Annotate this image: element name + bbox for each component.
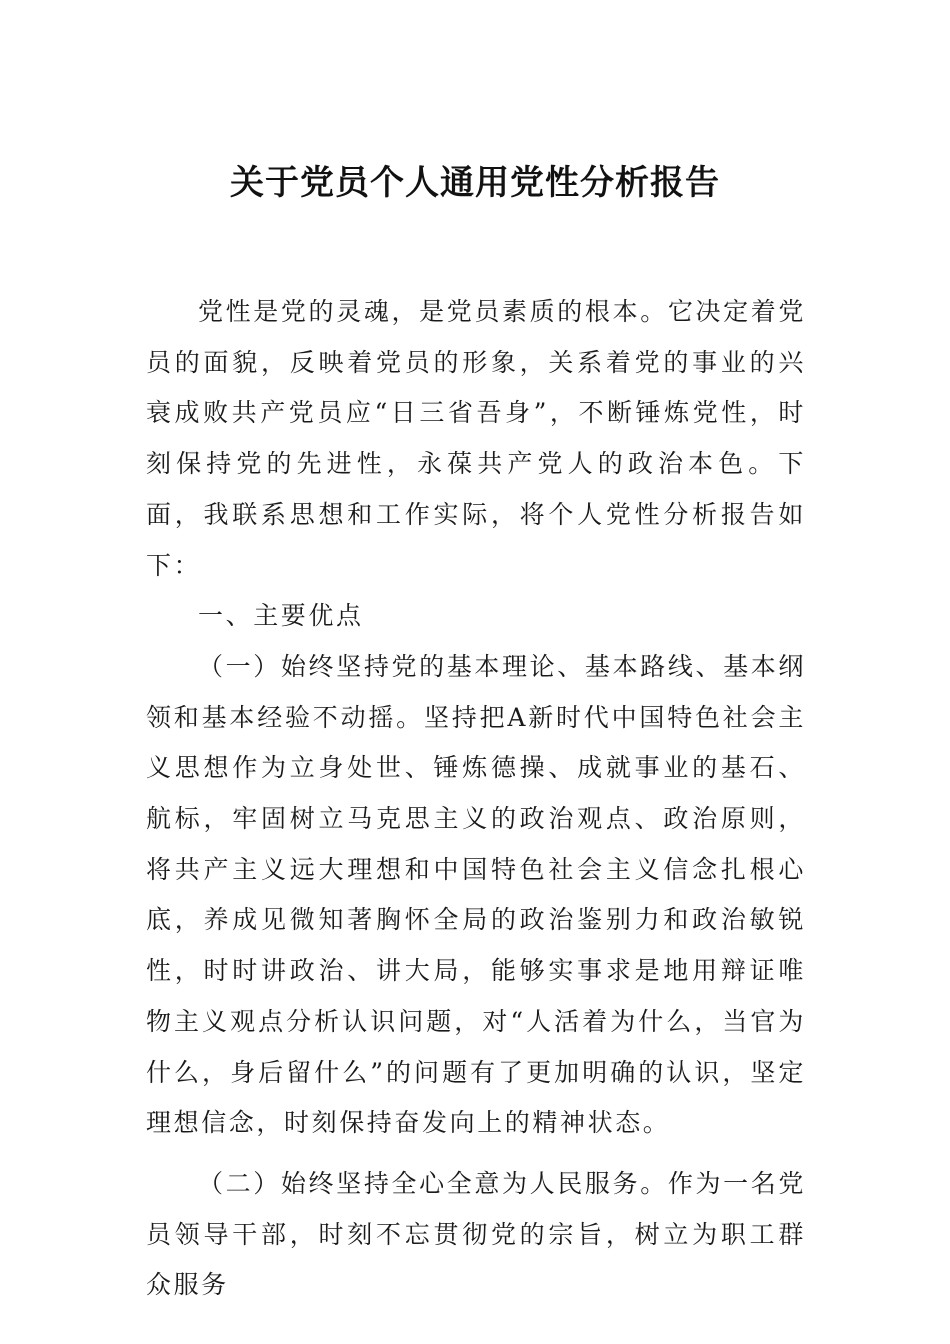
paragraph-spacer (146, 1149, 806, 1159)
document-title: 关于党员个人通用党性分析报告 (230, 163, 720, 203)
document-body (146, 287, 806, 1311)
point-two-paragraph: （二）始终坚持全心全意为人民服务。作为一名党员领导干部，时刻不忘贯彻党的宗旨，树立为职工群众服务 (146, 1168, 806, 1300)
section-heading-main-strengths: 一、主要优点 (198, 601, 364, 631)
intro-paragraph: 党性是党的灵魂，是党员素质的根本。它决定着党员的面貌，反映着党员的形象，关系着党的事业的兴衰成败共产党员应“日三省吾身”，不断锤炼党性，时刻保持党的先进性，永葆共产党人的政治本色。下面，我联系思想和工作实际，将个人党性分析报告如下： (146, 297, 806, 580)
point-one-paragraph: （一）始终坚持党的基本理论、基本路线、基本纲领和基本经验不动摇。坚持把A新时代中国特色社会主义思想作为立身处世、锤炼德操、成就事业的基石、航标，牢固树立马克思主义的政治观点、政治原则，将共产主义远大理想和中国特色社会主义信念扎根心底，养成见微知著胸怀全局的政治鉴别力和政治敏锐性，时时讲政治、讲大局，能够实事求是地用辩证唯物主义观点分析认识问题，对“人活着为什么，当官为什么，身后留什么”的问题有了更加明确的认识，坚定理想信念，时刻保持奋发向上的精神状态。 (146, 651, 806, 1138)
